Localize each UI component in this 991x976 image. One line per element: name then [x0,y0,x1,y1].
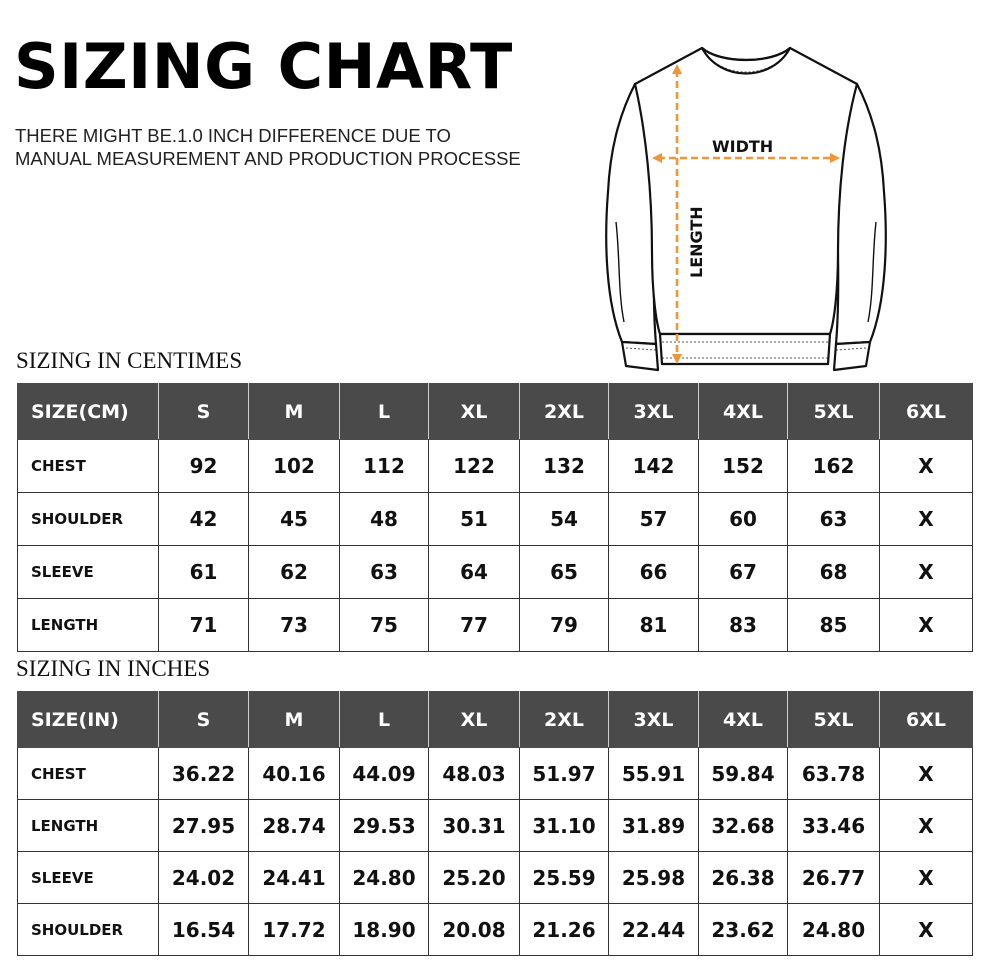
table-cell: 31.89 [609,800,699,852]
sweatshirt-diagram [598,42,894,376]
table-cell: X [880,904,973,956]
table-cell: 17.72 [249,904,340,956]
table-cell: 63.78 [788,748,880,800]
in-size-table [17,691,973,956]
column-header-3xl: 3XL [609,384,699,440]
table-cell: 27.95 [159,800,249,852]
table-row-sleeve [18,546,973,599]
table-cell: X [880,852,973,904]
table-cell: 73 [249,599,340,652]
column-header-5xl: 5XL [788,384,880,440]
column-header-xl: XL [429,692,520,748]
table-cell: 22.44 [609,904,699,956]
row-label: SHOULDER [18,904,159,956]
column-header-size: SIZE(IN) [18,692,159,748]
table-row-length [18,599,973,652]
row-label: CHEST [18,748,159,800]
table-cell: X [880,546,973,599]
table-cell: 42 [159,493,249,546]
table-cell: X [880,748,973,800]
table-cell: 28.74 [249,800,340,852]
column-header-s: S [159,692,249,748]
table-cell: 51.97 [520,748,609,800]
note-line-1: THERE MIGHT BE.1.0 INCH DIFFERENCE DUE TO [15,125,451,146]
table-cell: 18.90 [340,904,429,956]
table-cell: 162 [788,440,880,493]
table-cell: 20.08 [429,904,520,956]
column-header-5xl: 5XL [788,692,880,748]
table-cell: 62 [249,546,340,599]
width-label: WIDTH [712,137,774,156]
table-cell: 31.10 [520,800,609,852]
table-cell: 55.91 [609,748,699,800]
table-cell: 77 [429,599,520,652]
row-label: SHOULDER [18,493,159,546]
table-row-shoulder [18,904,973,956]
table-row-chest [18,440,973,493]
table-cell: 59.84 [699,748,788,800]
table-cell: 25.59 [520,852,609,904]
table-cell: 66 [609,546,699,599]
row-label: LENGTH [18,599,159,652]
cm-section-label: SIZING IN CENTIMES [16,348,243,373]
table-cell: 68 [788,546,880,599]
column-header-6xl: 6XL [880,384,973,440]
length-label: LENGTH [687,206,706,278]
row-label: SLEEVE [18,852,159,904]
table-cell: 122 [429,440,520,493]
table-cell: 45 [249,493,340,546]
column-header-2xl: 2XL [520,692,609,748]
right-cuff [834,342,870,370]
table-cell: 26.38 [699,852,788,904]
table-cell: 16.54 [159,904,249,956]
table-cell: 24.80 [788,904,880,956]
table-cell: 79 [520,599,609,652]
table-cell: 32.68 [699,800,788,852]
table-cell: 30.31 [429,800,520,852]
table-row-shoulder [18,493,973,546]
table-cell: 112 [340,440,429,493]
table-cell: 48 [340,493,429,546]
cm-header-row [18,384,973,440]
table-cell: 24.02 [159,852,249,904]
column-header-m: M [249,692,340,748]
table-cell: 71 [159,599,249,652]
table-cell: 81 [609,599,699,652]
table-cell: 63 [788,493,880,546]
in-section-label: SIZING IN INCHES [16,656,211,681]
table-cell: 29.53 [340,800,429,852]
table-cell: 152 [699,440,788,493]
column-header-l: L [340,384,429,440]
page-title: SIZING CHART [14,30,513,103]
table-cell: 48.03 [429,748,520,800]
column-header-3xl: 3XL [609,692,699,748]
column-header-2xl: 2XL [520,384,609,440]
column-header-m: M [249,384,340,440]
table-cell: 33.46 [788,800,880,852]
column-header-l: L [340,692,429,748]
table-cell: 24.80 [340,852,429,904]
table-row-length [18,800,973,852]
table-cell: 64 [429,546,520,599]
table-cell: 51 [429,493,520,546]
table-cell: 61 [159,546,249,599]
column-header-4xl: 4XL [699,384,788,440]
table-cell: X [880,800,973,852]
table-cell: 85 [788,599,880,652]
column-header-xl: XL [429,384,520,440]
table-row-chest [18,748,973,800]
table-cell: 142 [609,440,699,493]
column-header-s: S [159,384,249,440]
table-cell: 36.22 [159,748,249,800]
table-cell: 67 [699,546,788,599]
table-cell: 75 [340,599,429,652]
row-label: CHEST [18,440,159,493]
table-cell: 54 [520,493,609,546]
column-header-6xl: 6XL [880,692,973,748]
left-cuff [622,342,658,370]
table-cell: 83 [699,599,788,652]
table-cell: 25.98 [609,852,699,904]
table-cell: X [880,599,973,652]
table-cell: 21.26 [520,904,609,956]
sweatshirt-body [635,48,857,334]
column-header-size: SIZE(CM) [18,384,159,440]
table-cell: 23.62 [699,904,788,956]
table-cell: 25.20 [429,852,520,904]
table-cell: 63 [340,546,429,599]
row-label: LENGTH [18,800,159,852]
row-label: SLEEVE [18,546,159,599]
table-cell: 132 [520,440,609,493]
in-header-row [18,692,973,748]
table-cell: 92 [159,440,249,493]
table-cell: X [880,440,973,493]
table-cell: 44.09 [340,748,429,800]
table-cell: 102 [249,440,340,493]
table-cell: 57 [609,493,699,546]
note-line-2: MANUAL MEASUREMENT AND PRODUCTION PROCESSE [15,148,521,169]
waistband [660,334,830,364]
table-cell: 24.41 [249,852,340,904]
measurement-note [15,124,575,170]
table-cell: 60 [699,493,788,546]
cm-size-table [17,383,973,652]
column-header-4xl: 4XL [699,692,788,748]
table-cell: 40.16 [249,748,340,800]
table-cell: 26.77 [788,852,880,904]
table-cell: 65 [520,546,609,599]
table-row-sleeve [18,852,973,904]
table-cell: X [880,493,973,546]
